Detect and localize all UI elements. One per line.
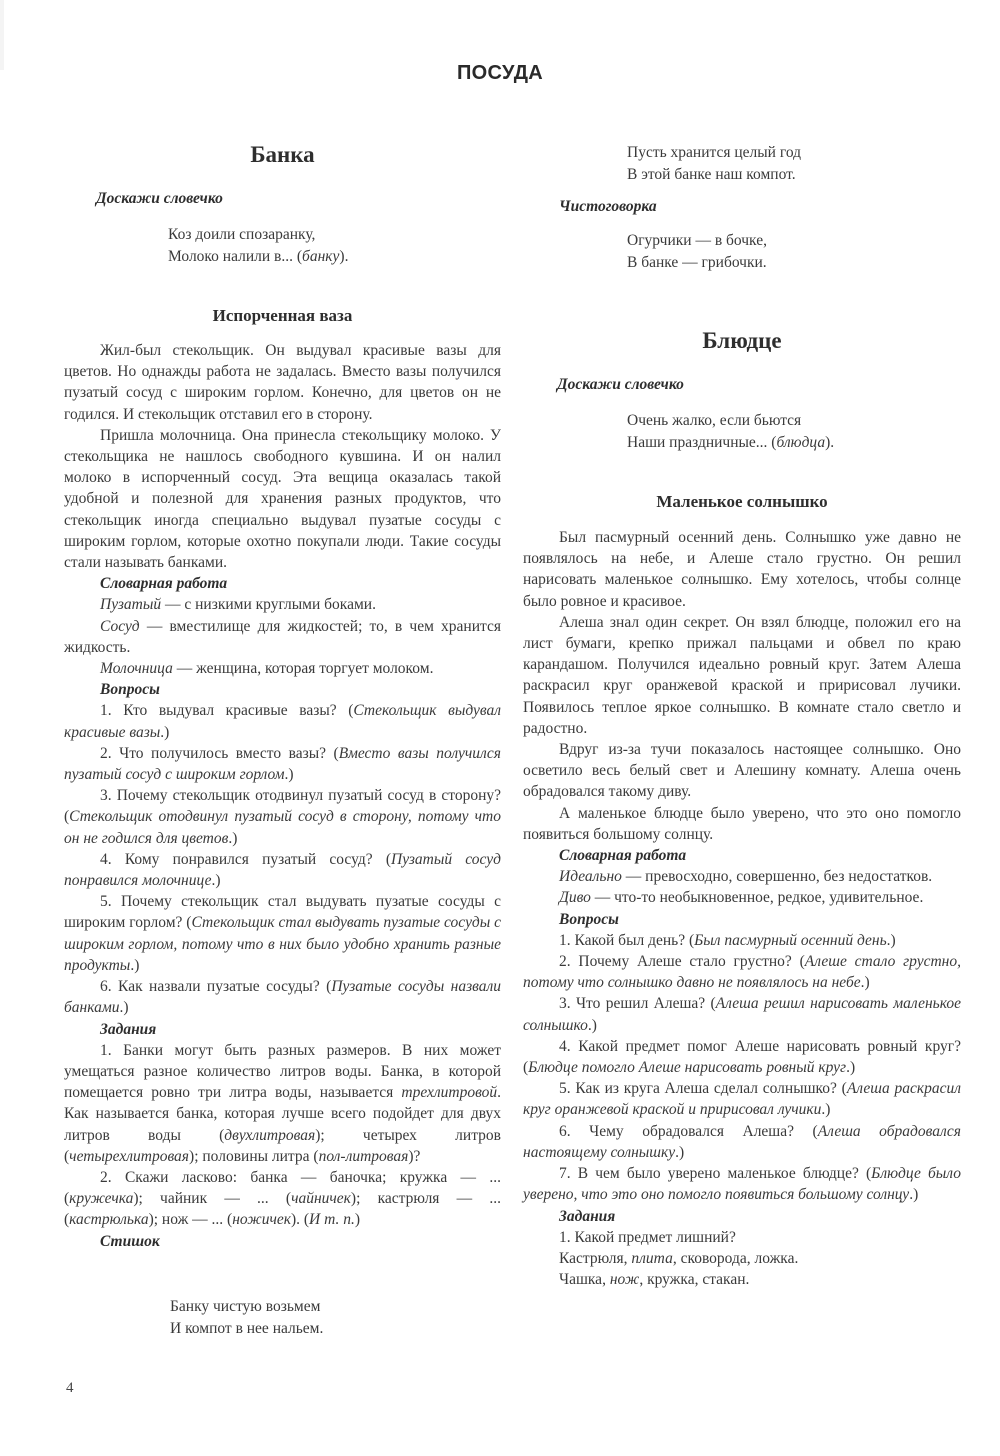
question-item: 5. Почему стекольщик стал выдувать пузатые сосуды с широким горлом? (Стекольщик стал выдувать пузатые сосуды с широким горлом, потому что в них было удобно хранить разные продукты.)	[64, 893, 501, 974]
section-title-banka: Банка	[250, 142, 315, 167]
task-item: 2. Скажи ласково: банка — баночка; кружка — ... (кружечка); чайник — ... (чайничек); кастрюля — ... (кастрюлька); нож — ... (ножичек). (И т. п.)	[64, 1168, 501, 1229]
poem-verse	[170, 1296, 501, 1340]
vocabulary-item: Идеально — превосходно, совершенно, без недостатков.	[559, 868, 933, 886]
story-paragraph: Был пасмурный осенний день. Солнышко уже давно не появлялось на небе, и Алеше стало грустно. Он решил нарисовать маленькое солнышко. Ему хотелось, чтобы солнце было ровное и красивое.	[523, 529, 961, 610]
story-paragraph: Жил-был стекольщик. Он выдувал красивые вазы для цветов. Но однажды работа не задалась. Вместо вазы получился пузатый сосуд с широким горлом. Конечно, для цветов он не годился. И стекольщик отставил его в сторону.	[64, 342, 501, 423]
riddle-verse	[168, 224, 501, 268]
task-row: Чашка, нож, кружка, стакан.	[559, 1271, 750, 1289]
verse-line: Молоко налили в... (банку).	[168, 248, 349, 265]
task-item: 1. Банки могут быть разных размеров. В них может умещаться разное количество литров воды. Банка, в которой помещается ровно три литра воды, называется трехлитровой. Как называется банка, которая лучше всего подойдет для двух литров воды (двухлитровая); четырех литров (четырехлитровая); половины литра (пол-литровая)?	[64, 1041, 501, 1165]
verse-line: Коз доили спозаранку,	[168, 226, 316, 243]
doskazhi-label: Доскажи словечко	[557, 376, 684, 393]
story-title-solnce: Маленькое солнышко	[656, 492, 828, 511]
section-title-bludce: Блюдце	[702, 328, 782, 353]
question-item: 3. Почему стекольщик отодвинул пузатый сосуд в сторону? (Стекольщик отодвинул пузатый сосуд в сторону, потому что он не годился для цветов.)	[64, 787, 501, 847]
running-head: ПОСУДА	[456, 62, 544, 84]
story-text	[523, 527, 961, 1290]
question-item: 1. Кто выдувал красивые вазы? (Стекольщик выдувал красивые вазы.)	[64, 702, 501, 741]
task-row: Кастрюля, плита, сковорода, ложка.	[559, 1249, 799, 1267]
story-paragraph: Пришла молочница. Она принесла стекольщику молоко. У стекольщика не нашлось свободного кувшина. И он налил молоко в испорченный сосуд. Эта вещица оказалась такой удобной и полезной для хранения разных продуктов, что стекольщик иногда специально выдувал пузатые сосуды с широким горлом, которые охотно покупали люди. Такие сосуды стали называть банками.	[64, 426, 501, 572]
questions-label: Вопросы	[559, 910, 619, 928]
vocabulary-item: Пузатый — с низкими круглыми боками.	[100, 596, 376, 614]
verse-line: Очень жалко, если бьются	[627, 412, 802, 429]
vocabulary-item: Молочница — женщина, которая торгует молоком.	[100, 660, 434, 678]
page-edge-shadow	[0, 0, 4, 70]
questions-label: Вопросы	[100, 681, 160, 699]
tasks-label: Задания	[559, 1207, 616, 1225]
story-title-vaza: Испорченная ваза	[212, 306, 353, 325]
question-item: 6. Чему обрадовался Алеша? (Алеша обрадовался настоящему солнышку.)	[523, 1122, 962, 1161]
story-paragraph: Вдруг из-за тучи показалось настоящее солнышко. Оно осветило весь белый свет и Алешину комнату. Алеша очень обрадовался такому диву.	[523, 741, 961, 801]
verse-line: В этой банке наш компот.	[627, 166, 796, 183]
vocabulary-item: Сосуд — вместилище для жидкостей; то, в чем хранится жидкость.	[64, 617, 501, 656]
tongue-twister-verse	[627, 230, 961, 274]
poem-label: Стишок	[100, 1232, 160, 1250]
poem-verse-continued	[627, 142, 961, 186]
story-paragraph: А маленькое блюдце было уверено, что это оно помогло появиться большому солнцу.	[523, 804, 961, 843]
question-item: 2. Что получилось вместо вазы? (Вместо вазы получился пузатый сосуд с широким горлом.)	[64, 744, 501, 784]
question-item: 1. Какой был день? (Был пасмурный осенний день.)	[559, 931, 896, 949]
verse-line: В банке — грибочки.	[627, 254, 767, 271]
vocabulary-item: Диво — что-то необыкновенное, редкое, удивительное.	[559, 889, 924, 907]
riddle-verse	[627, 410, 961, 454]
verse-line: Пусть хранится целый год	[627, 144, 802, 161]
question-item: 6. Как назвали пузатые сосуды? (Пузатые сосуды назвали банками.)	[64, 978, 501, 1017]
vocabulary-label: Словарная работа	[559, 847, 687, 865]
tasks-label: Задания	[100, 1020, 157, 1038]
vocabulary-label: Словарная работа	[100, 575, 228, 593]
question-item: 4. Какой предмет помог Алеше нарисовать ровный круг? (Блюдце помогло Алеше нарисовать ровный круг.)	[523, 1037, 961, 1077]
task-item: 1. Какой предмет лишний?	[559, 1228, 736, 1246]
verse-line: И компот в нее нальем.	[170, 1320, 324, 1337]
question-item: 7. В чем было уверено маленькое блюдце? (Блюдце было уверено, что это оно помогло появиться большому солнцу.)	[523, 1165, 961, 1204]
question-item: 3. Что решил Алеша? (Алеша решил нарисовать маленькое солнышко.)	[523, 995, 961, 1034]
page-number: 4	[66, 1380, 74, 1396]
verse-line: Банку чистую возьмем	[170, 1298, 321, 1315]
story-text	[64, 340, 501, 1252]
question-item: 2. Почему Алеше стало грустно? (Алеше стало грустно, потому что солнышко давно не появлялось на небе.)	[523, 953, 961, 992]
story-paragraph: Алеша знал один секрет. Он взял блюдце, положил его на лист бумаги, крепко прижал пальцами и обвел по краю карандашом. Получился идеально ровный круг. Затем Алеша раскрасил круг оранжевой краской и пририсовал лучики. Появилось теплое яркое солнышко. В комнате стало светло и радостно.	[523, 613, 961, 737]
tongue-twister-label: Чистоговорка	[559, 198, 657, 215]
question-item: 5. Как из круга Алеша сделал солнышко? (Алеша раскрасил круг оранжевой краской и пририсовал лучики.)	[523, 1080, 961, 1119]
verse-line: Огурчики — в бочке,	[627, 232, 767, 249]
question-item: 4. Кому понравился пузатый сосуд? (Пузатый сосуд понравился молочнице.)	[64, 850, 501, 890]
verse-line: Наши праздничные... (блюдца).	[627, 434, 835, 451]
doskazhi-label: Доскажи словечко	[96, 190, 223, 207]
